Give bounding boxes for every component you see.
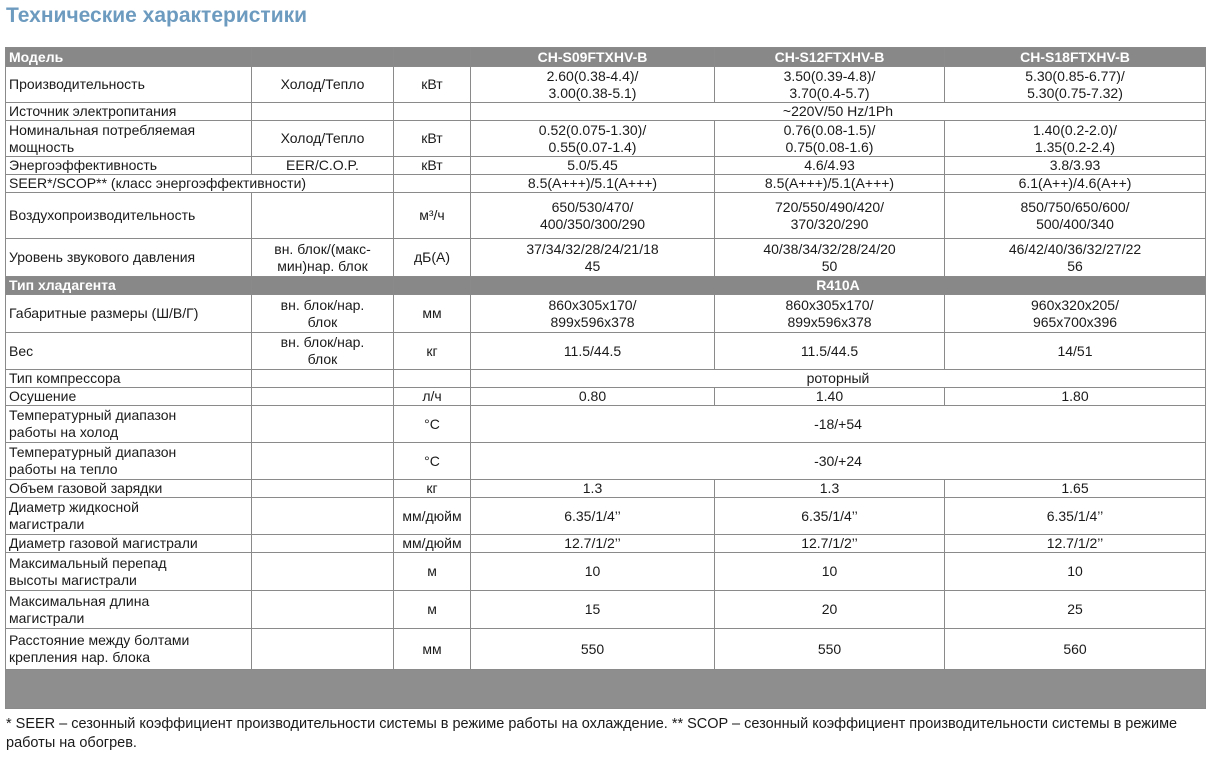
row-label: Источник электропитания [6,103,252,121]
row-weight [6,333,1206,370]
value-cell: 37/34/32/28/24/21/18 45 [471,239,715,277]
row-sublabel: EER/C.O.P. [252,157,394,175]
row-label: Расстояние между болтами крепления нар. блока [6,629,252,670]
value-cell: 1.3 [715,480,945,498]
row-label: Тип хладагента [6,277,252,295]
value-cell: 6.35/1/4’’ [715,498,945,535]
value-cell: 550 [715,629,945,670]
value-cell: 1.65 [945,480,1206,498]
page-title: Технические характеристики [6,4,308,27]
value-cell: 1.3 [471,480,715,498]
row-bolt-distance [6,629,1206,670]
empty-cell [252,103,394,121]
value-cell: 12.7/1/2’’ [715,535,945,553]
value-cell: 8.5(A+++)/5.1(A+++) [715,175,945,193]
value-cell: 1.80 [945,388,1206,406]
row-airflow [6,193,1206,239]
row-label: Диаметр газовой магистрали [6,535,252,553]
value-cell: 10 [945,553,1206,591]
value-cell: 12.7/1/2’’ [945,535,1206,553]
value-cell: 20 [715,591,945,629]
value-cell: 15 [471,591,715,629]
value-cell: 0.76(0.08-1.5)/ 0.75(0.08-1.6) [715,121,945,157]
value-cell: 8.5(A+++)/5.1(A+++) [471,175,715,193]
value-cell: 4.6/4.93 [715,157,945,175]
value-cell: 40/38/34/32/28/24/20 50 [715,239,945,277]
value-cell: 10 [471,553,715,591]
row-label: Габаритные размеры (Ш/В/Г) [6,295,252,333]
value-cell: 720/550/490/420/ 370/320/290 [715,193,945,239]
row-compressor [6,370,1206,388]
value-cell: 12.7/1/2’’ [471,535,715,553]
value-cell: 860x305x170/ 899x596x378 [715,295,945,333]
empty-cell [252,277,394,295]
row-refrigerant [6,277,1206,295]
row-sublabel: вн. блок/нар. блок [252,295,394,333]
row-label: Температурный диапазон работы на тепло [6,443,252,480]
row-label: Номинальная потребляемая мощность [6,121,252,157]
row-sublabel: Холод/Тепло [252,121,394,157]
empty-cell [252,443,394,480]
value-cell: 960x320x205/ 965x700x396 [945,295,1206,333]
empty-cell [252,480,394,498]
empty-cell [252,629,394,670]
row-max-length [6,591,1206,629]
row-nominal-power [6,121,1206,157]
footer-band-cell [6,670,1206,709]
row-label: Максимальный перепад высоты магистрали [6,553,252,591]
value-cell: 11.5/44.5 [715,333,945,370]
header-empty [252,48,394,67]
value-cell: 46/42/40/36/32/27/22 56 [945,239,1206,277]
row-unit: кВт [394,157,471,175]
value-cell: 650/530/470/ 400/350/300/290 [471,193,715,239]
value-cell: 5.0/5.45 [471,157,715,175]
row-unit: кВт [394,121,471,157]
row-unit: л/ч [394,388,471,406]
empty-cell [394,277,471,295]
row-unit: м³/ч [394,193,471,239]
value-cell: 5.30(0.85-6.77)/ 5.30(0.75-7.32) [945,67,1206,103]
row-unit: мм/дюйм [394,535,471,553]
row-unit: °C [394,443,471,480]
merged-value: R410A [471,277,1206,295]
row-power-source [6,103,1206,121]
row-label: Воздухопроизводительность [6,193,252,239]
row-unit: кг [394,480,471,498]
value-cell: 6.35/1/4’’ [471,498,715,535]
row-label: Уровень звукового давления [6,239,252,277]
value-cell: 0.52(0.075-1.30)/ 0.55(0.07-1.4) [471,121,715,157]
row-temp-heat [6,443,1206,480]
value-cell: 10 [715,553,945,591]
model-3: CH-S18FTXHV-B [945,48,1206,67]
value-cell: 14/51 [945,333,1206,370]
header-row [6,48,1206,67]
empty-cell [394,175,471,193]
row-label: Тип компрессора [6,370,252,388]
row-label: Вес [6,333,252,370]
merged-value: ~220V/50 Hz/1Ph [471,103,1206,121]
row-gas-diameter [6,535,1206,553]
empty-cell [252,406,394,443]
empty-cell [252,591,394,629]
value-cell: 1.40 [715,388,945,406]
row-dehumidification [6,388,1206,406]
model-2: CH-S12FTXHV-B [715,48,945,67]
value-cell: 11.5/44.5 [471,333,715,370]
footnote: * SEER – сезонный коэффициент производительности системы в режиме работы на охлаждение. ** SCOP – сезонный коэффициент производительности системы в режиме работы на обогрев. [6,716,1178,751]
merged-value: -18/+54 [471,406,1206,443]
row-unit: м [394,591,471,629]
value-cell: 850/750/650/600/ 500/400/340 [945,193,1206,239]
row-unit: мм [394,629,471,670]
row-unit: кВт [394,67,471,103]
merged-value: -30/+24 [471,443,1206,480]
header-empty [394,48,471,67]
row-unit: дБ(А) [394,239,471,277]
value-cell: 2.60(0.38-4.4)/ 3.00(0.38-5.1) [471,67,715,103]
value-cell: 0.80 [471,388,715,406]
row-liquid-diameter [6,498,1206,535]
value-cell: 6.1(A++)/4.6(A++) [945,175,1206,193]
row-label: Объем газовой зарядки [6,480,252,498]
row-unit: м [394,553,471,591]
row-gas-charge [6,480,1206,498]
empty-cell [252,535,394,553]
empty-cell [394,370,471,388]
model-label: Модель [6,48,252,67]
row-unit: °C [394,406,471,443]
row-label: SEER*/SCOP** (класс энергоэффективности) [6,175,394,193]
row-max-height [6,553,1206,591]
value-cell: 560 [945,629,1206,670]
empty-cell [394,103,471,121]
row-label: Осушение [6,388,252,406]
spec-table [5,47,1206,709]
row-temp-cool [6,406,1206,443]
empty-cell [252,553,394,591]
empty-cell [252,498,394,535]
merged-value: роторный [471,370,1206,388]
value-cell: 3.50(0.39-4.8)/ 3.70(0.4-5.7) [715,67,945,103]
value-cell: 860x305x170/ 899x596x378 [471,295,715,333]
row-sublabel: вн. блок/(макс- мин)нар. блок [252,239,394,277]
row-unit: кг [394,333,471,370]
row-label: Энергоэффективность [6,157,252,175]
row-dimensions [6,295,1206,333]
empty-cell [252,193,394,239]
row-sublabel: Холод/Тепло [252,67,394,103]
table-footer-band [6,670,1206,709]
row-label: Производительность [6,67,252,103]
value-cell: 25 [945,591,1206,629]
row-seer [6,175,1206,193]
row-performance [6,67,1206,103]
row-unit: мм/дюйм [394,498,471,535]
value-cell: 550 [471,629,715,670]
empty-cell [252,370,394,388]
row-efficiency [6,157,1206,175]
row-label: Диаметр жидкосной магистрали [6,498,252,535]
value-cell: 3.8/3.93 [945,157,1206,175]
row-sublabel: вн. блок/нар. блок [252,333,394,370]
row-sound [6,239,1206,277]
model-1: CH-S09FTXHV-B [471,48,715,67]
empty-cell [252,388,394,406]
row-label: Максимальная длина магистрали [6,591,252,629]
value-cell: 6.35/1/4’’ [945,498,1206,535]
value-cell: 1.40(0.2-2.0)/ 1.35(0.2-2.4) [945,121,1206,157]
row-label: Температурный диапазон работы на холод [6,406,252,443]
row-unit: мм [394,295,471,333]
